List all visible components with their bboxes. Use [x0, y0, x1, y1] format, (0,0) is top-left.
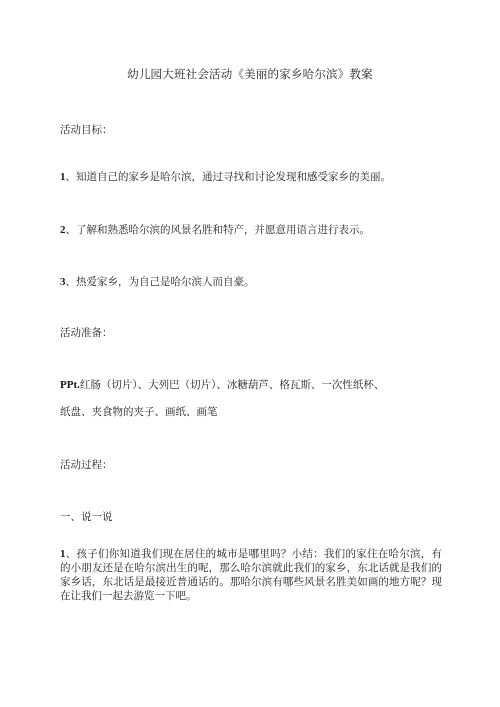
part-1-text: 、孩子们你知道我们现在居住的城市是哪里吗？小结：我们的家住在哈尔滨，有的小朋友还是在哈尔滨出生的呢，那么哈尔滨就此我们的家乡，东北话就是我们的家乡话，东北话是最接近普通话的。那哈尔滨有哪些风景名胜美如画的地方呢？现在让我们一起去游览一下吧。 — [60, 548, 442, 602]
part-1-heading: 一、说一说 — [60, 511, 113, 523]
goal-1-number: 1 — [60, 171, 66, 183]
document-title: 幼儿园大班社会活动《美丽的家乡哈尔滨》教案 — [127, 67, 373, 81]
prep-line-1-text: 红肠（切片）、大列巴（切片）、冰糖葫芦、格瓦斯、一次性纸杯、 — [79, 379, 385, 391]
goal-2-number: 2 — [60, 224, 66, 236]
goal-3-text: 、热爱家乡，为自己是哈尔滨人而自豪。 — [65, 276, 255, 288]
prep-line-1 — [60, 378, 384, 392]
goal-2-text: 、了解和熟悉哈尔滨的风景名胜和特产，并愿意用语言进行表示。 — [65, 224, 370, 236]
part-1-number: 1 — [60, 548, 66, 560]
prep-lead: PPt. — [60, 379, 80, 391]
goals-heading: 活动目标： — [60, 124, 113, 136]
prep-heading: 活动准备： — [60, 327, 113, 339]
goal-item-3 — [60, 275, 255, 289]
prep-line-2: 纸盘、夹食物的夹子、画纸、画笔 — [60, 406, 218, 418]
goal-1-text: 、知道自己的家乡是哈尔滨，通过寻找和讨论发现和感受家乡的美丽。 — [65, 171, 391, 183]
goal-item-1 — [60, 170, 391, 184]
part-1-paragraph — [60, 547, 442, 603]
goal-item-2 — [60, 223, 370, 237]
goal-3-number: 3 — [60, 276, 66, 288]
process-heading: 活动过程： — [60, 459, 113, 471]
